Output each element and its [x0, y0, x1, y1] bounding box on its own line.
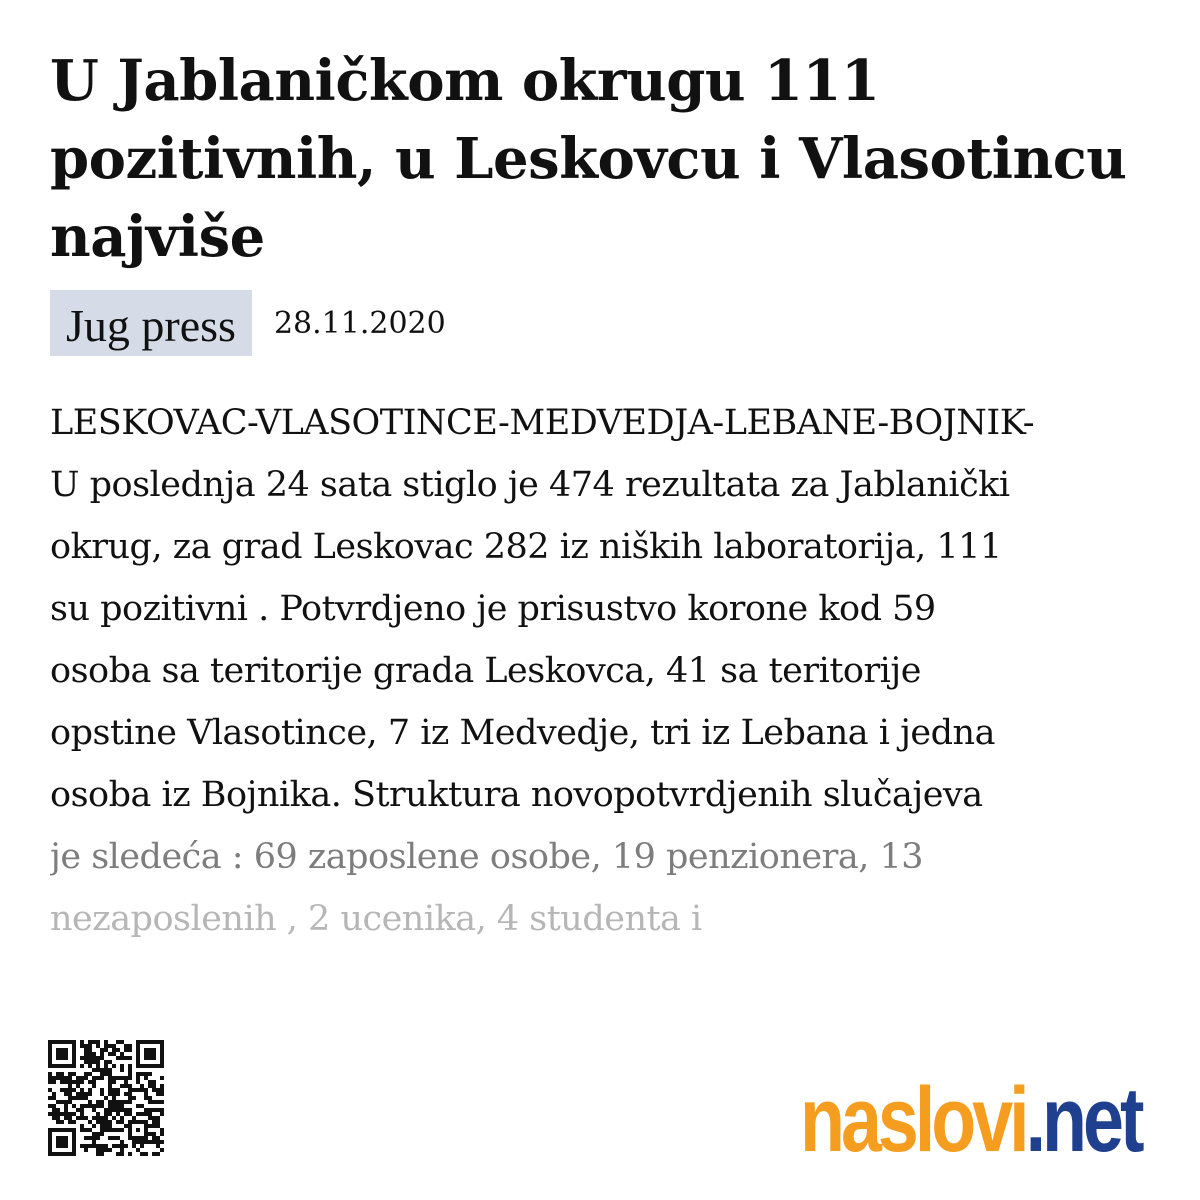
- publish-date: 28.11.2020: [273, 306, 446, 341]
- body-line: su pozitivni . Potvrdjeno je prisustvo korone kod 59: [50, 589, 936, 629]
- logo-text-naslovi: naslovi: [800, 1069, 1026, 1171]
- qr-code-icon[interactable]: [48, 1040, 164, 1156]
- body-line: osoba iz Bojnika. Struktura novopotvrdjenih slučajeva: [50, 775, 983, 815]
- body-line: okrug, za grad Leskovac 282 iz niških laboratorija, 111: [50, 527, 1002, 567]
- body-line: LESKOVAC-VLASOTINCE-MEDVEDJA-LEBANE-BOJNIK-: [50, 403, 1035, 443]
- logo-text-net: .net: [1025, 1069, 1141, 1171]
- body-line-faded: nezaposlenih , 2 ucenika, 4 studenta i: [50, 899, 702, 939]
- article-meta: [50, 290, 446, 362]
- body-line-faded: je sledeća : 69 zaposlene osobe, 19 penzionera, 13: [50, 837, 924, 877]
- body-line: opstine Vlasotince, 7 iz Medvedje, tri iz Lebana i jedna: [50, 713, 995, 753]
- naslovi-logo[interactable]: [800, 1069, 1141, 1171]
- body-line: osoba sa teritorije grada Leskovca, 41 sa teritorije: [50, 651, 921, 691]
- body-line: U poslednja 24 sata stiglo je 474 rezultata za Jablanički: [50, 465, 1010, 505]
- source-badge[interactable]: Jug press: [50, 290, 252, 356]
- article-body: [50, 392, 1200, 962]
- article-title[interactable]: U Jablaničkom okrugu 111 pozitivnih, u Leskovcu i Vlasotincu najviše: [50, 48, 1127, 270]
